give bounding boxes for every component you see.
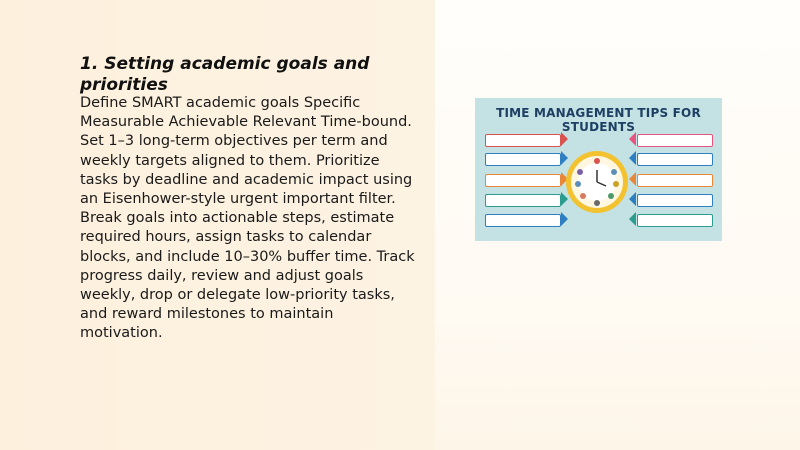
poster-arrow-icon: [629, 132, 636, 146]
poster-tip-box: [637, 214, 713, 227]
slide-body-text: Define SMART academic goals Specific Measurable Achievable Relevant Time-bound. Set 1–3 long-term objectives per term and weekly targets aligned to them. Prioritize tasks by deadline and academic impact using an Eisenhower-style urgent important filter. Break goals into actionable steps, estimate required hours, assign tasks to calendar blocks, and include 10–30% buffer time. Track progress daily, review and adjust goals weekly, drop or delegate low-priority tasks, and reward milestones to maintain motivation.: [80, 95, 415, 342]
poster-arrow-icon: [629, 151, 636, 165]
poster-tip-box: [637, 194, 713, 207]
slide-title: 1. Setting academic goals and priorities: [80, 54, 370, 95]
poster-tip-box: [485, 153, 561, 166]
poster-tip-box: [485, 134, 561, 147]
poster-arrow-icon: [629, 212, 636, 226]
poster-tip-box: [485, 194, 561, 207]
clock-icon: [564, 128, 630, 228]
poster-tip-box: [637, 153, 713, 166]
time-management-poster-image: [475, 98, 722, 241]
poster-arrow-icon: [629, 192, 636, 206]
poster-tip-box: [637, 134, 713, 147]
poster-tip-box: [485, 174, 561, 187]
poster-title: TIME MANAGEMENT TIPS FOR STUDENTS: [496, 106, 701, 134]
poster-arrow-icon: [629, 172, 636, 186]
poster-tip-box: [637, 174, 713, 187]
poster-tip-box: [485, 214, 561, 227]
